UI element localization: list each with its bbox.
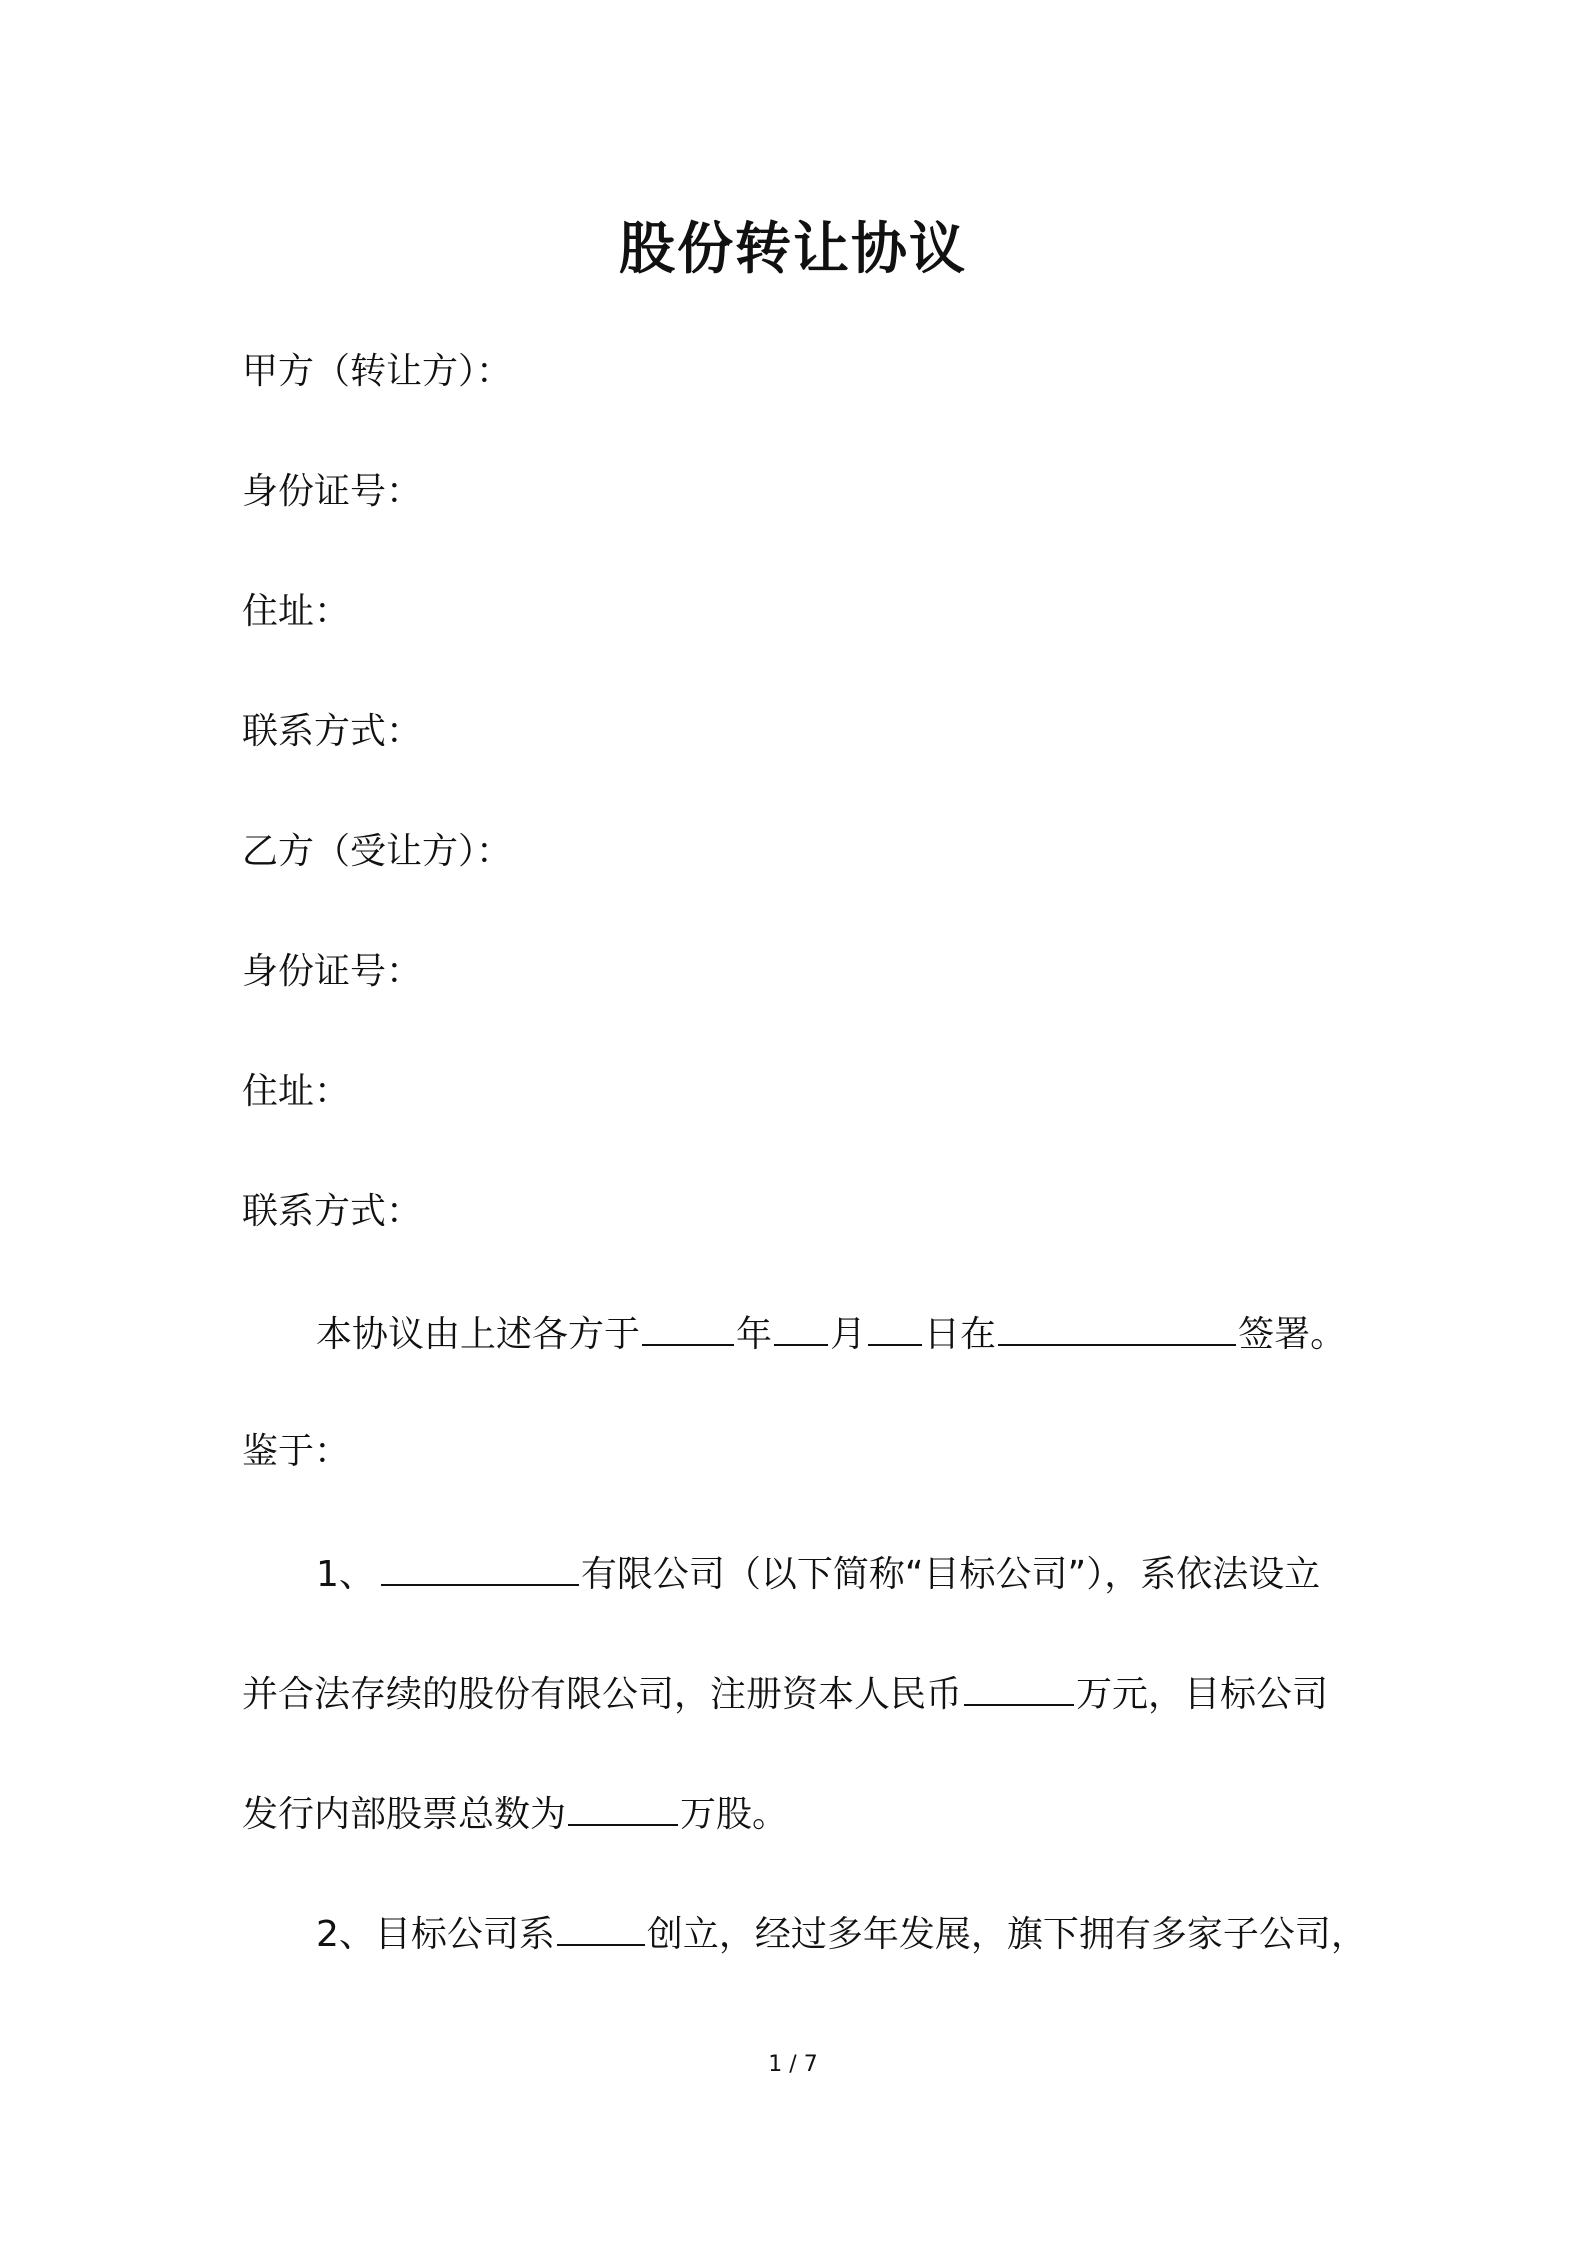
founding-date-blank	[557, 1908, 645, 1946]
party-a-label: 甲方（转让方）：	[242, 351, 513, 392]
clause1-line2	[242, 1668, 1328, 1719]
party-a-id-label: 身份证号：	[242, 471, 423, 512]
clause1-number: 1、	[316, 1554, 375, 1595]
total-shares-blank	[568, 1788, 678, 1826]
clause1-line3-suffix: 万股。	[680, 1794, 789, 1835]
clause1-line2-suffix: 万元，目标公司	[1076, 1674, 1329, 1715]
signing-prefix: 本协议由上述各方于	[316, 1314, 641, 1355]
page-indicator: 1 / 7	[768, 2052, 818, 2077]
clause1-line1	[316, 1548, 1320, 1599]
clause1-line3	[242, 1788, 788, 1839]
signing-day-at-label: 日在	[924, 1314, 997, 1355]
company-name-blank	[381, 1548, 579, 1586]
party-b-address-label: 住址：	[242, 1071, 351, 1112]
clause2-prefix: 2、目标公司系	[316, 1914, 555, 1955]
signing-suffix: 签署。	[1238, 1314, 1347, 1355]
document-title: 股份转让协议	[619, 217, 967, 282]
whereas-heading: 鉴于：	[242, 1431, 351, 1472]
registered-capital-blank	[964, 1668, 1074, 1706]
clause1-line1-text: 有限公司（以下简称“目标公司”），系依法设立	[580, 1554, 1321, 1595]
party-a-contact-label: 联系方式：	[242, 711, 423, 752]
signing-year-label: 年	[736, 1314, 773, 1355]
signing-statement	[316, 1308, 1346, 1359]
party-b-label: 乙方（受让方）：	[242, 831, 513, 872]
clause1-line2-text: 并合法存续的股份有限公司，注册资本人民币	[242, 1674, 963, 1715]
signing-month-blank	[774, 1308, 828, 1346]
signing-month-label: 月	[830, 1314, 867, 1355]
clause1-line3-text: 发行内部股票总数为	[242, 1794, 567, 1835]
clause2-suffix: 创立，经过多年发展，旗下拥有多家子公司，	[646, 1914, 1367, 1955]
signing-place-blank	[998, 1308, 1236, 1346]
clause2-line1	[316, 1908, 1367, 1959]
signing-day-blank	[868, 1308, 922, 1346]
signing-year-blank	[642, 1308, 734, 1346]
party-b-id-label: 身份证号：	[242, 951, 423, 992]
party-a-address-label: 住址：	[242, 591, 351, 632]
party-b-contact-label: 联系方式：	[242, 1191, 423, 1232]
